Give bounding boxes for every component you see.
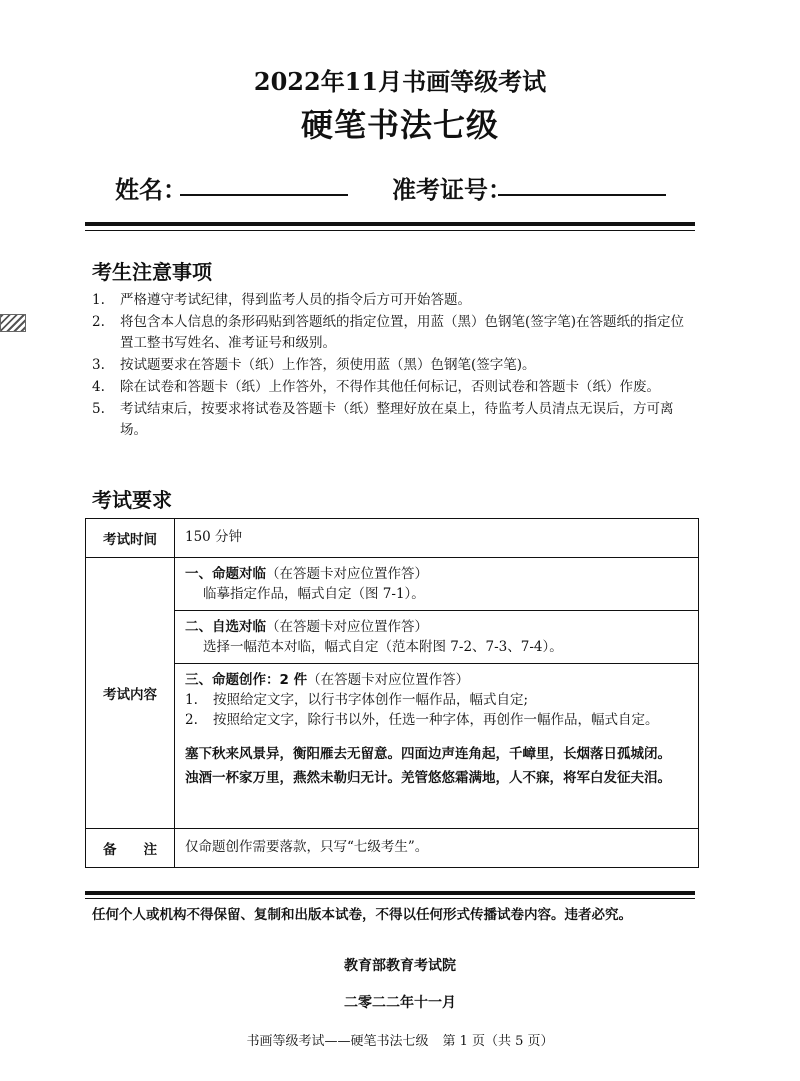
notes-heading: 考生注意事项 — [92, 260, 212, 284]
ticket-number-label: 准考证号： — [392, 175, 512, 204]
list-item: 1. 按照给定文字，以行书字体创作一幅作品，幅式自定; — [185, 692, 529, 708]
part-three: 三、命题创作：2 件（在答题卡对应位置作答） 1. 按照给定文字，以行书字体创作一幅作品，幅式自定; 2. 按照给定文字，除行书以外，任选一种字体，再创作一幅作品，幅式自定。 塞下秋来风景异，衡阳雁去无留意。四面边声连角起，千嶂里，长烟落日孤城闭。 浊酒一杯家万里，燕然未勒归无计。羌管悠悠霜满地，人不寐，将军白发征夫泪。 — [175, 664, 698, 828]
footer-divider-thin — [85, 898, 695, 899]
issuer: 教育部教育考试院 — [344, 958, 456, 974]
table-row — [86, 519, 699, 558]
issue-date: 二零二二年十一月 — [344, 995, 456, 1011]
list-item: 5. 考试结束后，按要求将试卷及答题卡（纸）整理好放在桌上，待监考人员清点无误后，方可离场。 — [92, 401, 674, 438]
part-one: 一、命题对临（在答题卡对应位置作答） 临摹指定作品，幅式自定（图 7-1）。 — [175, 558, 698, 611]
list-item: 4. 除在试卷和答题卡（纸）上作答外，不得作其他任何标记，否则试卷和答题卡（纸）作废。 — [92, 379, 660, 395]
remark-label: 备 注 — [86, 829, 175, 868]
time-label: 考试时间 — [86, 519, 175, 558]
name-label: 姓名： — [115, 175, 187, 204]
footer-divider-thick — [85, 891, 695, 895]
content-label: 考试内容 — [86, 558, 175, 829]
margin-mark — [0, 314, 26, 332]
page-footer — [0, 1030, 800, 1049]
header-divider-thick — [85, 222, 695, 226]
copyright-notice: 任何个人或机构不得保留、复制和出版本试卷，不得以任何形式传播试卷内容。违者必究。 — [92, 907, 632, 923]
list-item: 2. 按照给定文字，除行书以外，任选一种字体，再创作一幅作品，幅式自定。 — [185, 712, 659, 728]
poem-text: 塞下秋来风景异，衡阳雁去无留意。四面边声连角起，千嶂里，长烟落日孤城闭。 浊酒一杯家万里，燕然未勒归无计。羌管悠悠霜满地，人不寐，将军白发征夫泪。 — [185, 746, 671, 786]
header-divider-thin — [85, 230, 695, 231]
list-item: 1. 严格遵守考试纪律，得到监考人员的指令后方可开始答题。 — [92, 292, 471, 308]
exam-subtitle: 硬笔书法七级 — [300, 106, 499, 144]
table-row — [86, 829, 699, 868]
ticket-number-field[interactable] — [498, 194, 666, 196]
requirements-heading: 考试要求 — [92, 488, 172, 512]
remark-value: 仅命题创作需要落款，只写“七级考生”。 — [185, 839, 429, 855]
part-two: 二、自选对临（在答题卡对应位置作答） 选择一幅范本对临，幅式自定（范本附图 7-2、7-3、7-4）。 — [175, 611, 698, 664]
notes-list — [92, 290, 692, 442]
exam-title: 2022年11月书画等级考试 — [253, 67, 547, 96]
list-item: 2. 将包含本人信息的条形码贴到答题纸的指定位置，用蓝（黑）色钢笔(签字笔)在答题纸的指定位置工整书写姓名、准考证号和级别。 — [92, 314, 685, 351]
requirements-table — [85, 518, 699, 868]
footer-title: 书画等级考试——硬笔书法七级 — [246, 1034, 429, 1049]
name-field[interactable] — [180, 194, 348, 196]
list-item: 3. 按试题要求在答题卡（纸）上作答，须使用蓝（黑）色钢笔(签字笔)。 — [92, 357, 536, 373]
time-value: 150 分钟 — [185, 529, 243, 545]
table-row — [86, 558, 699, 829]
page-number: 第 1 页（共 5 页） — [442, 1034, 554, 1049]
